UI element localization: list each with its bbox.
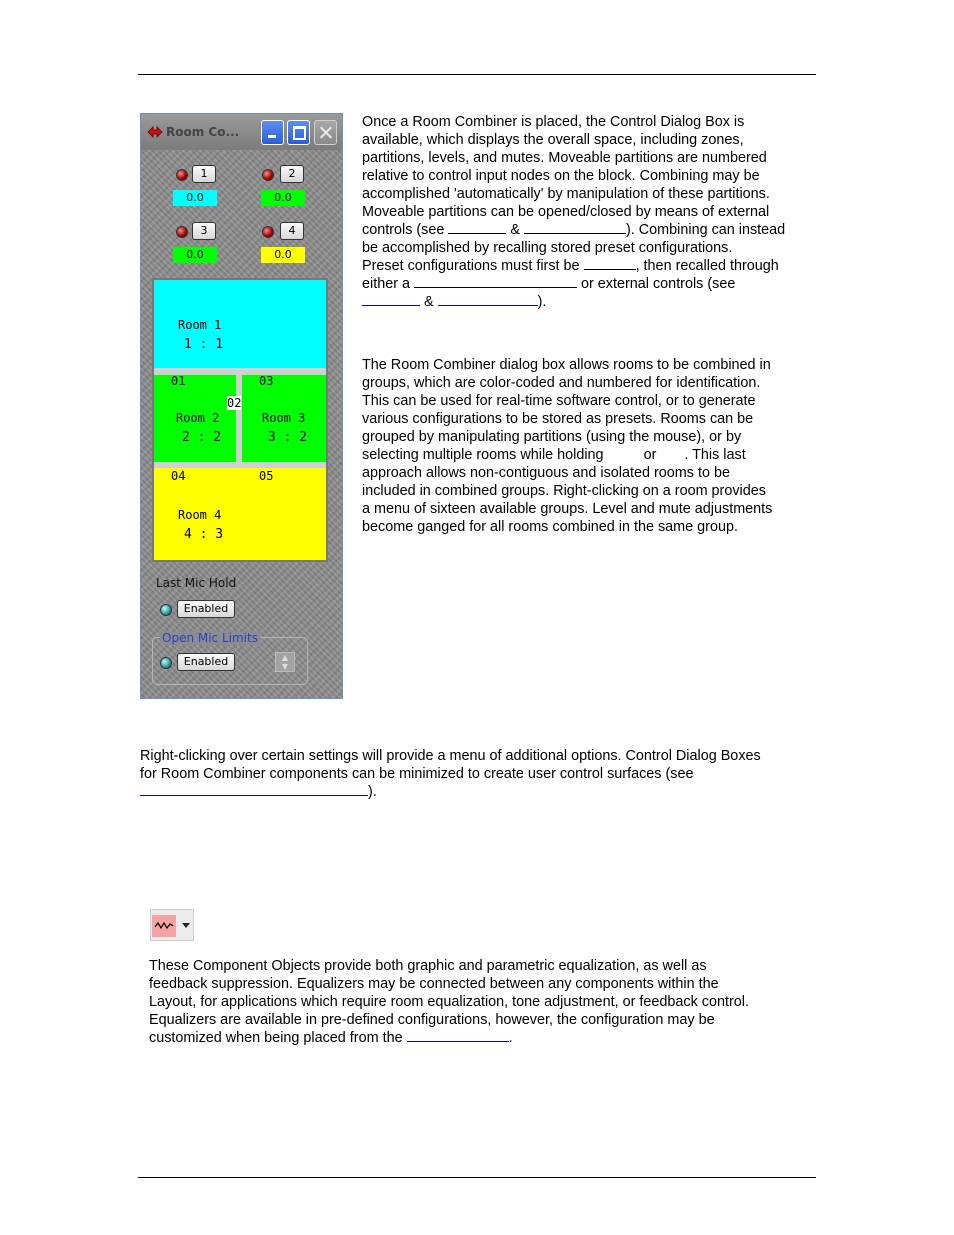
text-line: become ganged for all rooms combined in the same group. <box>362 519 738 535</box>
room-name: Room 1 <box>178 318 222 332</box>
last-mic-hold-label: Last Mic Hold <box>156 576 237 590</box>
text-line: grouped by manipulating partitions (using the mouse), or by <box>362 429 742 445</box>
level-display-4[interactable]: 0.0 <box>261 247 305 263</box>
paragraph-dialog-box <box>362 356 817 536</box>
room-combiner-dialog <box>140 113 343 699</box>
partition-label-05: 05 <box>259 469 274 483</box>
blank-link[interactable] <box>438 293 538 306</box>
blank-link[interactable] <box>407 1029 509 1042</box>
header-rule <box>138 74 816 75</box>
text-line: Right-clicking over certain settings will provide a menu of additional options. Control Dialog Boxes <box>140 748 761 764</box>
text-line: groups, which are color-coded and numbered for identification. <box>362 375 761 391</box>
equalizer-toolbar-button[interactable] <box>150 909 194 941</box>
text-line: Equalizers are available in pre-defined configurations, however, the configuration may be <box>149 1012 715 1028</box>
text-line: ). <box>140 783 820 801</box>
text-line: These Component Objects provide both graphic and parametric equalization, as well as <box>149 958 707 974</box>
text-line: & ). <box>362 293 817 311</box>
text-line: Layout, for applications which require room equalization, tone adjustment, or feedback control. <box>149 994 749 1010</box>
level-display-2[interactable]: 0.0 <box>261 190 305 206</box>
text-line: partitions, levels, and mutes. Moveable partitions are numbered <box>362 150 767 166</box>
room-1[interactable] <box>154 280 326 368</box>
dialog-title: Room Co... <box>166 125 240 139</box>
blank-link[interactable] <box>524 221 626 234</box>
partition-04[interactable] <box>154 462 326 468</box>
room-2[interactable] <box>154 375 236 462</box>
partition-label-03: 03 <box>259 374 274 388</box>
input-button-1[interactable]: 1 <box>192 165 216 183</box>
open-mic-limits-label: Open Mic Limits <box>162 631 258 645</box>
text-line: customized when being placed from the . <box>149 1030 513 1046</box>
open-mic-limits-spinner[interactable]: ▲ ▼ <box>275 652 295 672</box>
text-line: The Room Combiner dialog box allows rooms to be combined in <box>362 357 771 373</box>
text-line: included in combined groups. Right-clicking on a room provides <box>362 483 766 499</box>
dropdown-arrow-icon[interactable] <box>181 922 191 930</box>
text-line: Preset configurations must first be , then recalled through <box>362 258 779 274</box>
text-line: either a or external controls (see <box>362 276 736 292</box>
text-line: feedback suppression. Equalizers may be connected between any components within the <box>149 976 719 992</box>
blank-link[interactable] <box>140 783 368 796</box>
text-line: selecting multiple rooms while holding or . This last <box>362 447 746 463</box>
text-line: a menu of sixteen available groups. Level and mute adjustments <box>362 501 773 517</box>
close-button[interactable] <box>314 120 337 145</box>
text-line: available, which displays the overall space, including zones, <box>362 132 744 148</box>
text-line: accomplished 'automatically' by manipulation of these partitions. <box>362 186 770 202</box>
blank-link[interactable] <box>414 275 577 288</box>
minimize-button[interactable] <box>261 120 284 145</box>
room-layout <box>152 278 328 562</box>
room-combiner-icon <box>146 123 164 141</box>
dialog-titlebar[interactable] <box>141 114 342 150</box>
text-line: Moveable partitions can be opened/closed by means of external <box>362 204 770 220</box>
paragraph-right-click <box>140 747 820 801</box>
room-name: Room 3 <box>262 411 306 425</box>
room-group-value: 2 : 2 <box>182 430 222 445</box>
text-line: controls (see & ). Combining can instead <box>362 222 786 238</box>
last-mic-hold-enabled-button[interactable]: Enabled <box>177 600 235 618</box>
footer-rule <box>138 1177 816 1178</box>
partition-label-02: 02 <box>227 396 242 410</box>
text-line: Once a Room Combiner is placed, the Control Dialog Box is <box>362 114 745 130</box>
room-name: Room 2 <box>176 411 220 425</box>
blank-link[interactable] <box>584 257 636 270</box>
text-line: be accomplished by recalling stored preset configurations. <box>362 240 733 256</box>
room-group-value: 3 : 2 <box>268 430 308 445</box>
mute-led-4[interactable] <box>262 226 274 238</box>
room-name: Room 4 <box>178 508 222 522</box>
blank-link[interactable] <box>448 221 506 234</box>
partition-label-01: 01 <box>171 374 186 388</box>
text-line: This can be used for real-time software control, or to generate <box>362 393 756 409</box>
level-display-3[interactable]: 0.0 <box>173 247 217 263</box>
open-mic-limits-enabled-button[interactable]: Enabled <box>177 653 235 671</box>
input-button-3[interactable]: 3 <box>192 222 216 240</box>
maximize-button[interactable] <box>287 120 310 145</box>
text-line: relative to control input nodes on the block. Combining may be <box>362 168 760 184</box>
text-line: for Room Combiner components can be minimized to create user control surfaces (see <box>140 766 694 782</box>
mute-led-2[interactable] <box>262 169 274 181</box>
blank-link[interactable] <box>362 293 420 306</box>
text-line: various configurations to be stored as presets. Rooms can be <box>362 411 754 427</box>
partition-02[interactable] <box>236 375 242 462</box>
room-group-value: 4 : 3 <box>184 527 224 542</box>
mute-led-3[interactable] <box>176 226 188 238</box>
last-mic-hold-led <box>160 604 172 616</box>
paragraph-equalizers <box>149 957 819 1047</box>
level-display-1[interactable]: 0.0 <box>173 190 217 206</box>
input-button-2[interactable]: 2 <box>280 165 304 183</box>
input-button-4[interactable]: 4 <box>280 222 304 240</box>
mute-led-1[interactable] <box>176 169 188 181</box>
open-mic-limits-led <box>160 657 172 669</box>
paragraph-control-dialog <box>362 113 817 311</box>
text-line: approach allows non-contiguous and isolated rooms to be <box>362 465 730 481</box>
room-3[interactable] <box>242 375 326 462</box>
room-group-value: 1 : 1 <box>184 337 224 352</box>
partition-label-04: 04 <box>171 469 186 483</box>
